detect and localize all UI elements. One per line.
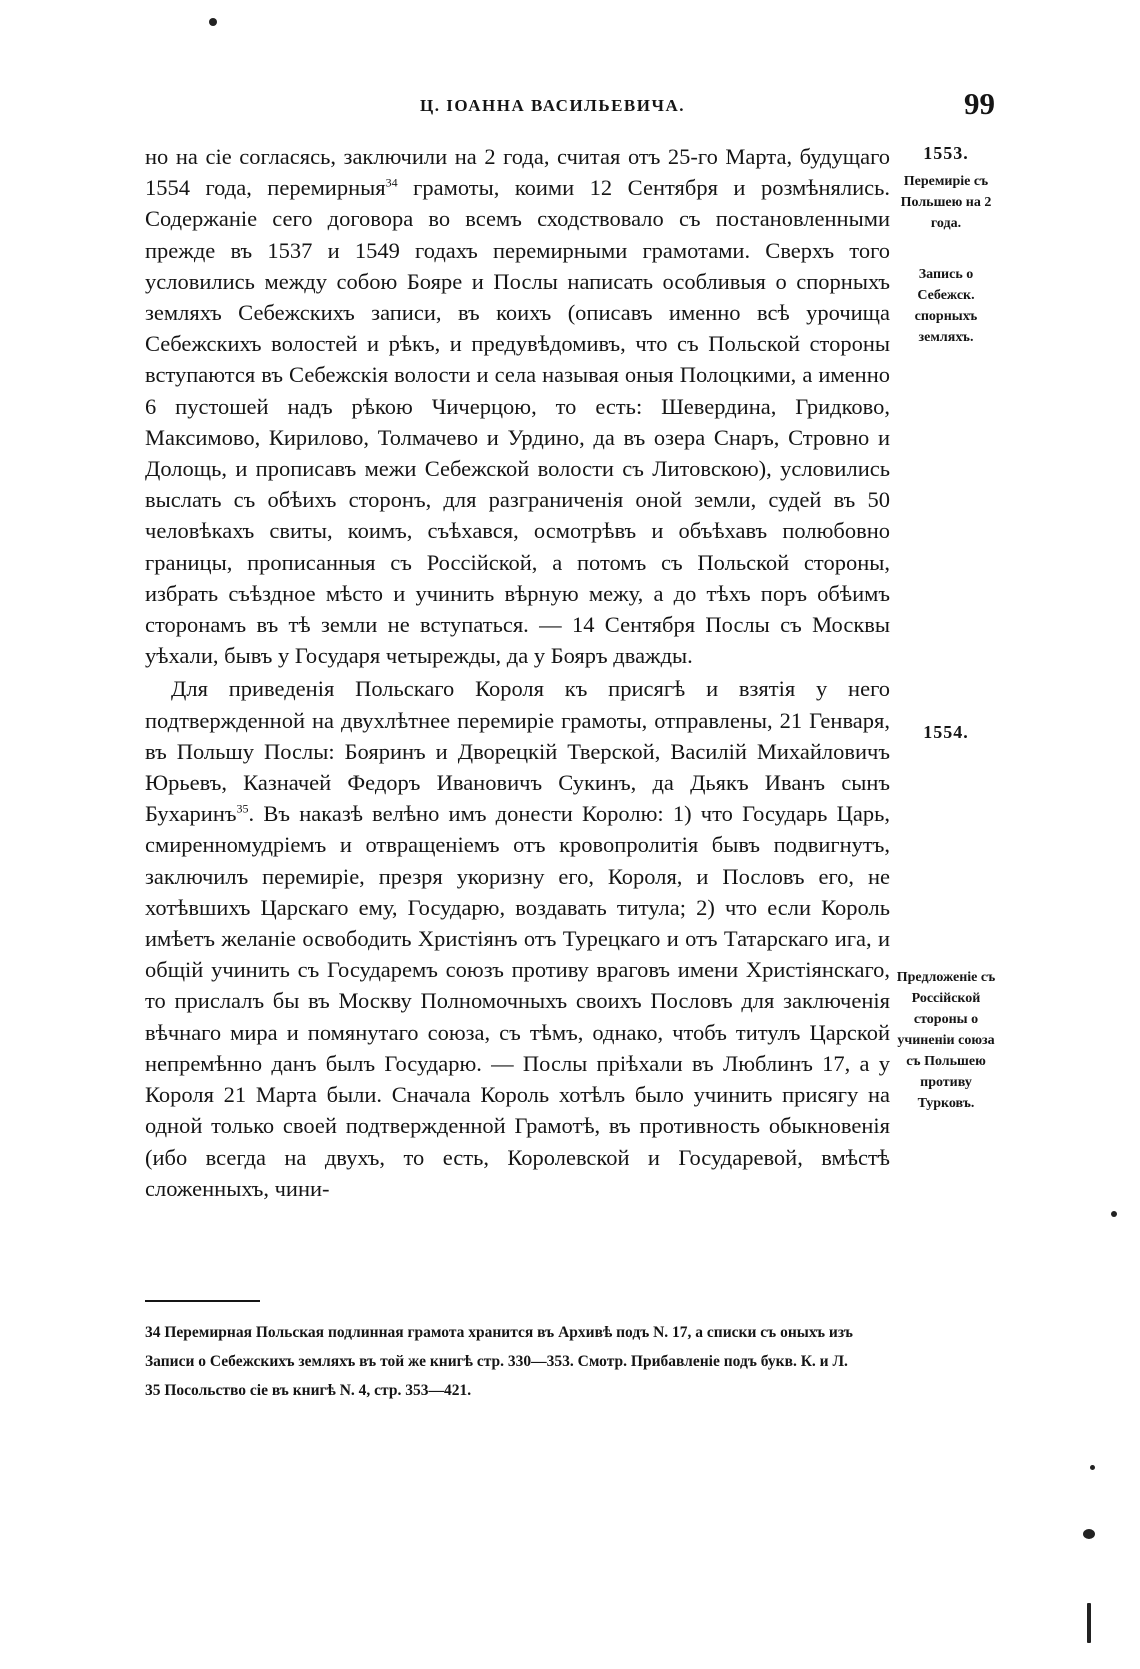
footnote-divider — [145, 1300, 260, 1302]
paragraph-text: но на сіе согласясь, заключили на 2 года, считая отъ 25-го Марта, будущаго 1554 года, перемирныя — [145, 144, 890, 201]
scan-speck — [209, 18, 217, 26]
scan-speck — [1087, 1603, 1091, 1643]
margin-note-alliance — [893, 967, 999, 1114]
page-number: 99 — [964, 86, 995, 121]
paragraph-embassy — [145, 673, 890, 1203]
scan-speck — [1090, 1465, 1095, 1470]
page-header — [145, 86, 995, 126]
footnote-ref-35[interactable]: 35 — [236, 801, 249, 816]
paragraph-text: . Въ наказѣ велѣно имъ донести Королю: 1) что Государь Царь, смиренномудріемъ и отвращеніемъ отъ кровопролитія бывъ подвигнутъ, заключилъ перемиріе, презря укоризну его, Короля, и Пословъ его, не хотѣвшихъ Царскаго ему, Государю, воздавать титула; 2) что если Король имѣетъ желаніе освободить Христіянъ отъ Турецкаго и отъ Татарскаго ига, и общій учинить съ Государемъ союзъ противу враговъ имени Христіянскаго, то прислалъ бы въ Москву Полномочныхъ своихъ Пословъ для заключенія вѣчнаго мира и помянутаго союза, съ тѣмъ, однако, чтобъ титулъ Царской непремѣнно данъ былъ Государю. — Послы пріѣхали въ Люблинъ 17, а у Короля 21 Марта были. Сначала Король хотѣлъ было учинить присягу на одной только своей подтвержденной Грамотѣ, въ противность обыкновенія (ибо всегда на двухъ, то есть, Королевской и Государевой, вмѣстѣ сложенныхъ, чини- — [145, 801, 890, 1201]
margin-note-record — [893, 264, 999, 348]
footnote-34: 34 Перемирная Польская подлинная грамота хранится въ Архивѣ подъ N. 17, а списки съ оныхъ изъ Записи о Себежскихъ земляхъ въ той же книгѣ стр. 330—353. Смотр. Прибавленіе подъ букв. К. и Л. — [145, 1324, 853, 1370]
footnotes — [145, 1318, 890, 1405]
paragraph-text: Для приведенія Польскаго Короля къ присягѣ и взятія у него подтвержденной на двухлѣтнее перемиріе грамоты, отправлены, 21 Генваря, въ Польшу Послы: Бояринъ и Дворецкій Тверской, Василій Михайловичъ Юрьевъ, Казначей Федоръ Ивановичъ Сукинъ, да Дьякъ Иванъ сынъ Бухаринъ — [145, 676, 890, 827]
margin-note: Запись о Себежск. спорныхъ земляхъ. — [914, 267, 978, 345]
footnote-ref-34[interactable]: 34 — [385, 175, 398, 190]
paragraph-truce — [145, 141, 890, 671]
scan-speck — [1111, 1211, 1117, 1217]
scan-speck — [1083, 1529, 1095, 1539]
running-head: Ц. ІОАННА ВАСИЛЬЕВИЧА. — [420, 96, 685, 115]
paragraph-text: грамоты, коими 12 Сентября и розмѣнялись. Содержаніе сего договора во всемъ сходствовало съ постановленными прежде въ 1537 и 1549 годахъ перемирными грамотами. Сверхъ того условились между собою Бояре и Послы написать особливыя о спорныхъ земляхъ Себежскихъ записи, въ коихъ (описавъ именно всѣ урочища Себежскихъ волостей и рѣкъ, и предувѣдомивъ, что съ Польской стороны вступаются въ Себежскія волости и села называя оныя Полоцкими, а именно 6 пустошей надъ рѣкою Чичерцою, то есть: Шевердина, Гридково, Максимово, Кирилово, Толмачево и Урдино, да въ озера Снаръ, Стровно и Долощь, и прописавъ межи Себежской волости съ Литовскою), условились выслать съ обѣихъ сторонъ, для разграниченія оной земли, судей въ 50 человѣкахъ свиты, коимъ, съѣхався, осмотрѣвъ и объѣхавъ полюбовно границы, прописанныя съ Россійской, а потомъ съ Польской стороны, избрать съѣздное мѣсто и учинить вѣрную межу, а до тѣхъ поръ обѣимъ сторонамъ въ тѣ земли не вступаться. — 14 Сентября Послы съ Москвы уѣхали, бывъ у Государя четырежды, да у Бояръ дважды. — [145, 175, 890, 669]
main-text — [145, 141, 890, 1204]
margin-note: Предложеніе съ Россійской стороны о учиненіи союза съ Польшею противу Турковъ. — [896, 970, 996, 1111]
footnote-35: 35 Посольство сіе въ книгѣ N. 4, стр. 353—421. — [145, 1382, 472, 1399]
margin-year-1554 — [893, 722, 999, 743]
margin-year: 1553. — [923, 143, 969, 163]
margin-note: Перемиріе съ Польшею на 2 года. — [900, 174, 992, 231]
margin-year: 1554. — [923, 722, 969, 742]
margin-year-1553 — [893, 143, 999, 164]
margin-note-truce — [893, 171, 999, 234]
